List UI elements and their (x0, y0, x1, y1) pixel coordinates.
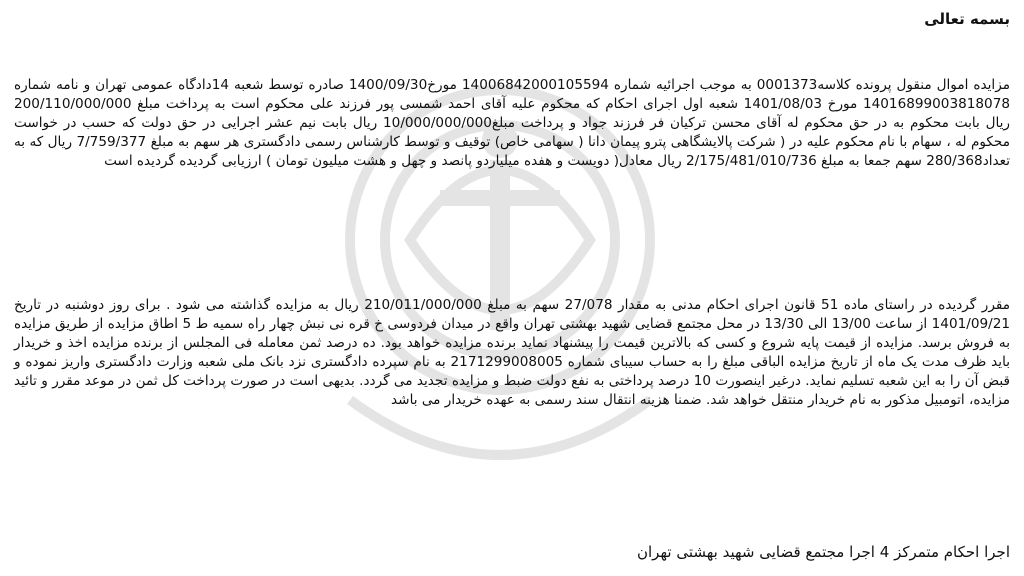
document-heading: بسمه تعالی (924, 10, 1010, 28)
auction-terms-paragraph: مقرر گردیده در راستای ماده 51 قانون اجرای احکام مدنی به مقدار 27/078 سهم به مبلغ 210/011/000/000 ریال به مزایده گذاشته می شود . برای روز دوشنبه در تاریخ 1401/09/21 از ساعت 13/00 الی 13/30 در محل مجتمع قضایی شهید بهشتی تهران واقع در میدان فردوسی خ قره نی نبش چهار راه سمیه ط 5 اطاق مزایده از طریق مزایده به فروش برسد. مزایده از قیمت پایه شروع و کسی که بالاترین قیمت را پیشنهاد نماید برنده مزایده خواهد بود. ده درصد ثمن معامله فی المجلس از برنده مزایده اخذ و خریدار باید ظرف مدت یک ماه از تاریخ مزایده الباقی مبلغ را به حساب سیبای شماره 2171299008005 به نام سپرده دادگستری نزد بانک ملی شعبه وزارت دادگستری واریز نموده و قبض آن را به این شعبه تسلیم نماید. درغیر اینصورت 10 درصد پرداختی به نفع دولت ضبط و مزایده تجدید می گردد. بدیهی است در صورت پرداخت کل ثمن در موعد مقرر و تائید مزایده، اتومبیل مذکور به نام خریدار منتقل خواهد شد. ضمنا هزینه انتقال سند رسمی به عهده خریدار می باشد (14, 297, 1011, 408)
auction-description-paragraph: مزایده اموال منقول پرونده کلاسه0001373 به موجب اجرائیه شماره 14006842000105594 مورخ1400/09/30 صادره توسط شعبه 14دادگاه عمومی تهران و نامه شماره 14016899003818078 مورخ 1401/08/03 شعبه اول اجرای احکام که محکوم علیه آقای احمد شمسی پور فرزند علی محکوم است به پرداخت مبلغ 200/110/000/000 ریال بابت محکوم به در حق محکوم له آقای محسن ترکیان فر فرزند جواد و پرداخت مبلغ10/000/000/000 ریال بابت نیم عشر اجرایی در حق دولت که حسب در خواست محکوم له ، سهام با نام محکوم علیه در ( شرکت پالایشگاهی پترو پیمان دانا ( سهامی خاص) توقیف و توسط کارشناس رسمی دادگستری هر سهم به مبلغ 7/759/377 ریال که به تعداد280/368 سهم جمعا به مبلغ 2/175/481/010/736 ریال معادل( دویست و هفده میلیاردو پانصد و چهل و هشت میلیون تومان ) ارزیابی گردیده گردیده است (14, 77, 1010, 169)
issuing-office-signature: اجرا احکام متمرکز 4 اجرا مجتمع قضایی شهید بهشتی تهران (637, 543, 1010, 561)
legal-notice-document (14, 0, 1010, 576)
